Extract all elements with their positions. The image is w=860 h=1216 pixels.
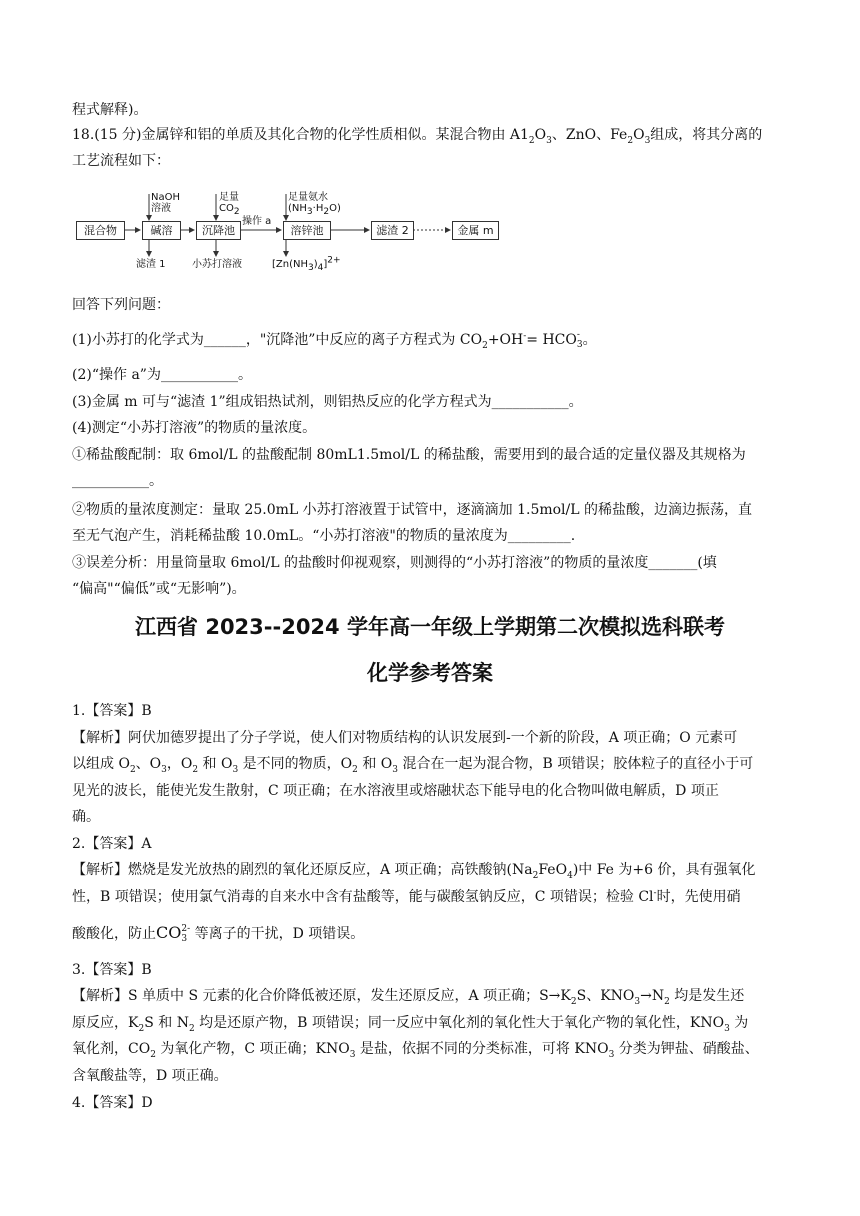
answer-1: 1.【答案】B — [72, 703, 152, 719]
q18-part-2: (2)“操作 a”为___________。 — [72, 367, 252, 383]
answer-2: 2.【答案】A — [72, 836, 152, 852]
q18-part-4: (4)测定“小苏打溶液”的物质的量浓度。 — [72, 420, 317, 436]
operation-a-label: 操作 a — [242, 216, 272, 227]
q18-part-4-3-line-2: “偏高"“偏低”或“无影响”)。 — [72, 581, 246, 597]
answer-3: 3.【答案】B — [72, 962, 152, 978]
answer-3-explanation-line-2: 原反应，$K_2S$ 和 $N_2$ 均是还原产物，B 项错误；同一反应中氧化剂的氧化性大于氧化产物的氧化性，$KNO_3$ 为 — [72, 1015, 749, 1034]
q18-part-4-1-line-2: ___________。 — [72, 473, 163, 489]
answer-4: 4.【答案】D — [72, 1095, 153, 1111]
q18-part-1: (1)小苏打的化学式为______，"沉降池”中反应的离子方程式为 $CO_2+OH^-=$ HCO - 3 。 — [72, 330, 597, 351]
q18-part-4-3-line-1: ③误差分析：用量筒量取 6mol/L 的盐酸时仰视观察，则测得的“小苏打溶液”的物质的量浓度_______(填 — [72, 555, 717, 571]
q18-intro-line-2: 工艺流程如下： — [72, 153, 170, 169]
answer-3-explanation-line-4: 含氧酸盐等，D 项正确。 — [72, 1068, 228, 1084]
reagent-ammonia: 足量氨水 $(NH_3\cdot H_2O)$ — [288, 192, 341, 217]
output-soda-solution: 小苏打溶液 — [192, 259, 242, 270]
answer-3-explanation-line-1: 【解析】S 单质中 S 元素的化合价降低被还原，发生还原反应，A 项正确；$S\to K_2S$、$KNO_3\to N_2$ 均是发生还 — [72, 988, 745, 1007]
reagent-co2: 足量 $CO_2$ — [219, 192, 240, 217]
q18-part-4-2-line-1: ②物质的量浓度测定：量取 25.0mL 小苏打溶液置于试管中，逐滴滴加 1.5mol/L 的稀盐酸，边滴边振荡，直 — [72, 502, 753, 518]
q18-part-4-2-line-2: 至无气泡产生，消耗稀盐酸 10.0mL。“小苏打溶液"的物质的量浓度为_________. — [72, 528, 576, 544]
q18-part-3: (3)金属 m 可与“滤渣 1”组成铝热试剂，则铝热反应的化学方程式为___________。 — [72, 394, 583, 410]
prev-question-tail: 程式解释)。 — [72, 102, 148, 118]
answer-2-explanation-line-1: 【解析】燃烧是发光放热的剧烈的氧化还原反应，A 项正确；高铁酸钠$(Na_2FeO_4)$中 Fe 为+6 价，具有强氧化 — [72, 862, 756, 881]
answer-2-explanation-line-2: 性，B 项错误；使用氯气消毒的自来水中含有盐酸等，能与碳酸氢钠反应，C 项错误；检验 Cl-时，先使用硝 — [72, 888, 741, 905]
q18-part-4-1-line-1: ①稀盐酸配制：取 6mol/L 的盐酸配制 80mL1.5mol/L 的稀盐酸，需要用到的最合适的定量仪器及其规格为 — [72, 447, 746, 463]
q18-intro-line-1: 18.(15 分)金属锌和铝的单质及其化合物的化学性质相似。某混合物由 $A1_2O_3$、ZnO、$Fe_2O_3$组成，将其分离的 — [72, 127, 763, 146]
answer-key-subtitle: 化学参考答案 — [367, 661, 493, 685]
answer-3-explanation-line-3: 氧化剂，$CO_2$ 为氧化产物，C 项正确；$KNO_3$ 是盐，依据不同的分类标准，可将 $KNO_3$ 分类为钾盐、硝酸盐、 — [72, 1041, 759, 1060]
reagent-naoh: NaOH 溶液 — [151, 192, 180, 214]
box-residue-2: 滤渣 2 — [371, 221, 414, 240]
box-metal-m: 金属 m — [452, 221, 499, 240]
process-flowchart — [76, 190, 516, 275]
answer-1-explanation-line-1: 【解析】阿伏加德罗提出了分子学说，使人们对物质结构的认识发展到-一个新的阶段，A 项正确；O 元素可 — [72, 730, 738, 746]
box-zinc-tank: 溶锌池 — [283, 221, 331, 240]
box-mixture: 混合物 — [76, 221, 125, 240]
answer-2-explanation-line-3: 酸酸化，防止CO 2- 3 等离子的干扰，D 项错误。 — [72, 923, 365, 944]
answer-1-explanation-line-3: 见光的波长，能使光发生散射，C 项正确；在水溶液里或熔融状态下能导电的化合物叫做电解质，D 项正 — [72, 783, 719, 799]
answer-prompt: 回答下列问题： — [72, 297, 170, 313]
answer-key-title: 江西省 2023--2024 学年高一年级上学期第二次模拟选科联考 — [135, 615, 725, 639]
answer-1-explanation-line-4: 确。 — [72, 809, 100, 825]
answer-1-explanation-line-2: 以组成 $O_2$、$O_3$，$O_2$ 和 $O_3$ 是不同的物质，$O_2$ 和 $O_3$ 混合在一起为混合物，B 项错误；胶体粒子的直径小于可 — [72, 756, 754, 775]
output-zinc-complex: $[Zn(NH_3)_4]^{2+}$ — [272, 255, 341, 273]
box-settling-tank: 沉降池 — [196, 221, 241, 240]
box-alkali-dissolve: 碱溶 — [142, 221, 181, 240]
output-residue-1: 滤渣 1 — [136, 259, 166, 270]
